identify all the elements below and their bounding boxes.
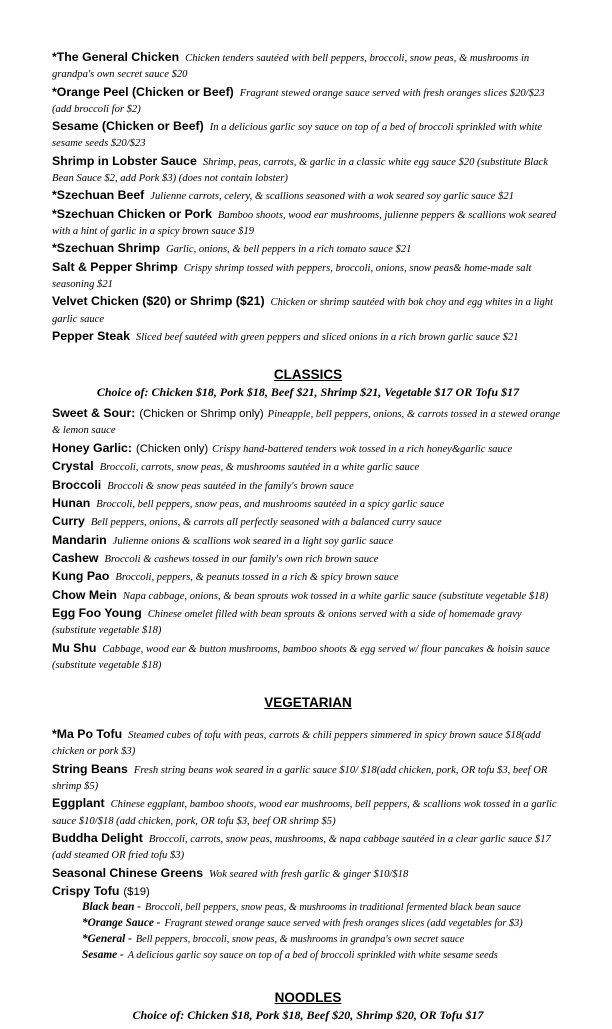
item-desc: Fresh string beans wok seared in a garlic sauce $10/ $18(add chicken, pork, OR tofu $3, beef OR shrimp $5) — [52, 764, 548, 793]
item-name: Pepper Steak — [52, 328, 130, 343]
menu-item-buddha-delight — [52, 831, 564, 863]
item-name: Velvet Chicken ($20) or Shrimp ($21) — [52, 294, 265, 309]
item-name: *Szechuan Chicken or Pork — [52, 206, 212, 221]
tofu-option-sesame — [82, 947, 564, 963]
item-name: Crispy Tofu — [52, 884, 120, 899]
classics-section — [52, 367, 564, 673]
item-desc: Broccoli, peppers, & peanuts tossed in a rich & spicy brown sauce — [115, 572, 399, 584]
option-name: *General - — [82, 932, 132, 945]
specialties-list — [52, 50, 564, 345]
item-name: Salt & Pepper Shrimp — [52, 259, 178, 274]
menu-item-broccoli — [52, 478, 564, 494]
tofu-option-general — [82, 931, 564, 947]
item-desc: Julienne carrots, celery, & scallions seasoned with a wok seared soy garlic sauce $21 — [150, 191, 515, 203]
menu-item-kung-pao — [52, 569, 564, 585]
menu-item-curry — [52, 514, 564, 530]
section-title-classics: CLASSICS — [273, 367, 343, 383]
option-name: Sesame - — [82, 948, 124, 961]
item-note: (Chicken only) — [135, 442, 209, 455]
item-desc: In a delicious garlic soy sauce on top of a bed of broccoli sprinkled with white sesame seeds $20/$23 — [52, 122, 543, 150]
menu-item-shrimp-lobster-sauce — [52, 154, 564, 186]
menu-item-seasonal-greens — [52, 866, 564, 882]
item-desc: Garlic, onions, & bell peppers in a rich tomato sauce $21 — [165, 244, 412, 256]
tofu-option-orange-sauce — [82, 915, 564, 931]
item-desc: Broccoli & snow peas sautéed in the family's brown sauce — [107, 480, 354, 492]
section-subtitle-noodles: Choice of: Chicken $18, Pork $18, Beef $20, Shrimp $20, OR Tofu $17 — [132, 1008, 484, 1023]
option-desc: Broccoli, bell peppers, snow peas, & mushrooms in traditional fermented black bean sauce — [145, 902, 521, 914]
menu-item-pepper-steak — [52, 329, 564, 345]
item-desc: Chicken tenders sautéed with bell peppers, broccoli, snow peas, & mushrooms in grandpa's own secret sauce $20 — [52, 53, 530, 81]
item-desc: Broccoli & cashews tossed in our family's own rich brown sauce — [104, 554, 379, 566]
item-desc: Broccoli, carrots, snow peas, mushrooms, & napa cabbage sautéed in a clear garlic sauce $17 (add steamed OR fried tofu $3) — [52, 834, 551, 862]
item-name: Broccoli — [52, 477, 102, 492]
option-name: *Orange Sauce - — [82, 917, 161, 930]
item-desc: Julienne onions & scallions wok seared in a light soy garlic sauce — [112, 535, 394, 547]
item-name: Chow Mein — [52, 587, 117, 602]
menu-item-szechuan-beef — [52, 188, 564, 204]
menu-item-mu-shu — [52, 641, 564, 673]
item-name: Egg Foo Young — [52, 606, 142, 621]
item-name: Mu Shu — [52, 640, 97, 655]
item-name: *Szechuan Beef — [52, 188, 145, 203]
option-desc: A delicious garlic soy sauce on top of a bed of broccoli sprinkled with white sesame seeds — [127, 949, 498, 961]
option-desc: Bell peppers, broccoli, snow peas, & mushrooms in grandpa's own secret sauce — [135, 933, 465, 945]
item-name: Cashew — [52, 551, 99, 566]
section-title-noodles: NOODLES — [274, 990, 342, 1006]
menu-item-salt-pepper-shrimp — [52, 260, 564, 292]
item-name: Buddha Delight — [52, 831, 143, 846]
item-desc: Chinese eggplant, bamboo shoots, wood ear mushrooms, bell peppers, & scallions wok tossed in a garlic sauce $10/$18 (add chicken, pork, OR tofu $3, beef OR shrimp $5) — [52, 799, 557, 827]
item-name: Honey Garlic: — [52, 440, 132, 455]
item-name: Sweet & Sour: — [52, 406, 136, 421]
item-name: Crystal — [52, 459, 94, 474]
crispy-tofu-options — [82, 899, 564, 962]
item-name: Hunan — [52, 495, 91, 510]
menu-item-szechuan-shrimp — [52, 241, 564, 257]
menu-item-velvet — [52, 294, 564, 326]
item-name: Kung Pao — [52, 569, 110, 584]
item-desc: Crispy hand-battered tenders wok tossed in a rich honey&garlic sauce — [212, 443, 513, 455]
item-desc: Cabbage, wood ear & button mushrooms, bamboo shoots & egg served w/ flour pancakes & hoisin sauce (substitute vegetable $18) — [52, 643, 550, 672]
item-desc: Chinese omelet filled with bean sprouts & onions served with a side of homemade gravy (substitute vegetable $18) — [52, 609, 522, 637]
item-desc: Steamed cubes of tofu with peas, carrots & chili peppers simmered in spicy brown sauce $18(add chicken or pork $3) — [52, 730, 541, 758]
menu-item-crystal — [52, 459, 564, 475]
menu-item-mandarin — [52, 533, 564, 549]
menu-item-crispy-tofu — [52, 884, 564, 899]
item-desc: Chicken or shrimp sautéed with bok choy and egg whites in a light garlic sauce — [52, 297, 554, 325]
item-name: *Orange Peel (Chicken or Beef) — [52, 84, 234, 99]
noodles-section — [52, 990, 564, 1022]
menu-item-egg-foo-young — [52, 606, 564, 638]
menu-item-orange-peel — [52, 85, 564, 117]
item-name: Shrimp in Lobster Sauce — [52, 153, 197, 168]
menu-item-chow-mein — [52, 588, 564, 604]
item-name: *Ma Po Tofu — [52, 727, 123, 742]
menu-item-sesame — [52, 119, 564, 151]
item-name: Sesame (Chicken or Beef) — [52, 119, 204, 134]
item-note: (Chicken or Shrimp only) — [139, 408, 264, 421]
item-price: ($19) — [123, 886, 150, 899]
menu-item-cashew — [52, 551, 564, 567]
item-desc: Sliced beef sautéed with green peppers and sliced onions in a rich brown garlic sauce $21 — [135, 331, 519, 343]
item-desc: Fragrant stewed orange sauce served with fresh oranges slices $20/$23 (add broccoli for $2) — [52, 87, 545, 115]
item-desc: Broccoli, carrots, snow peas, & mushrooms sautéed in a white garlic sauce — [99, 462, 420, 474]
menu-item-eggplant — [52, 796, 564, 828]
item-name: *Szechuan Shrimp — [52, 241, 160, 256]
section-subtitle-classics: Choice of: Chicken $18, Pork $18, Beef $21, Shrimp $21, Vegetable $17 OR Tofu $17 — [96, 385, 520, 400]
option-desc: Fragrant stewed orange sauce served with fresh oranges slices (add vegetables for $3) — [164, 918, 523, 930]
item-name: *The General Chicken — [52, 50, 180, 64]
menu-item-ma-po-tofu — [52, 727, 564, 759]
item-name: Seasonal Chinese Greens — [52, 865, 204, 880]
menu-item-hunan — [52, 496, 564, 512]
item-desc: Broccoli, bell peppers, snow peas, and mushrooms sautéed in a spicy garlic sauce — [96, 498, 445, 510]
item-desc: Shrimp, peas, carrots, & garlic in a classic white egg sauce $20 (substitute Black Bean Sauce $2, add Pork $3) (does not contain lobster) — [52, 156, 548, 184]
item-name: Curry — [52, 514, 85, 529]
menu-item-general-chicken — [52, 50, 564, 82]
item-desc: Napa cabbage, onions, & bean sprouts wok tossed in a white garlic sauce (substitute vegetable $18) — [122, 590, 549, 602]
item-desc: Bamboo shoots, wood ear mushrooms, julienne peppers & scallions wok seared with a hint of garlic in a spicy brown sauce $19 — [52, 209, 557, 237]
tofu-option-black-bean — [82, 899, 564, 915]
item-name: Mandarin — [52, 532, 107, 547]
menu-item-string-beans — [52, 762, 564, 794]
item-desc: Pineapple, bell peppers, onions, & carrots tossed in a stewed orange & lemon sauce — [52, 409, 561, 437]
menu-item-sweet-sour — [52, 406, 564, 438]
vegetarian-section — [52, 695, 564, 962]
menu-item-honey-garlic — [52, 441, 564, 457]
section-title-vegetarian: VEGETARIAN — [264, 695, 352, 711]
item-desc: Wok seared with fresh garlic & ginger $10/$18 — [209, 868, 409, 880]
item-name: String Beans — [52, 761, 128, 776]
item-desc: Crispy shrimp tossed with peppers, broccoli, onions, snow peas& home-made salt seasoning $21 — [52, 262, 532, 290]
item-desc: Bell peppers, onions, & carrots all perfectly seasoned with a balanced curry sauce — [90, 517, 442, 529]
menu-item-szechuan-chicken-pork — [52, 207, 564, 239]
menu-page — [52, 50, 564, 1029]
item-name: Eggplant — [52, 796, 105, 811]
option-name: Black bean - — [82, 901, 141, 914]
